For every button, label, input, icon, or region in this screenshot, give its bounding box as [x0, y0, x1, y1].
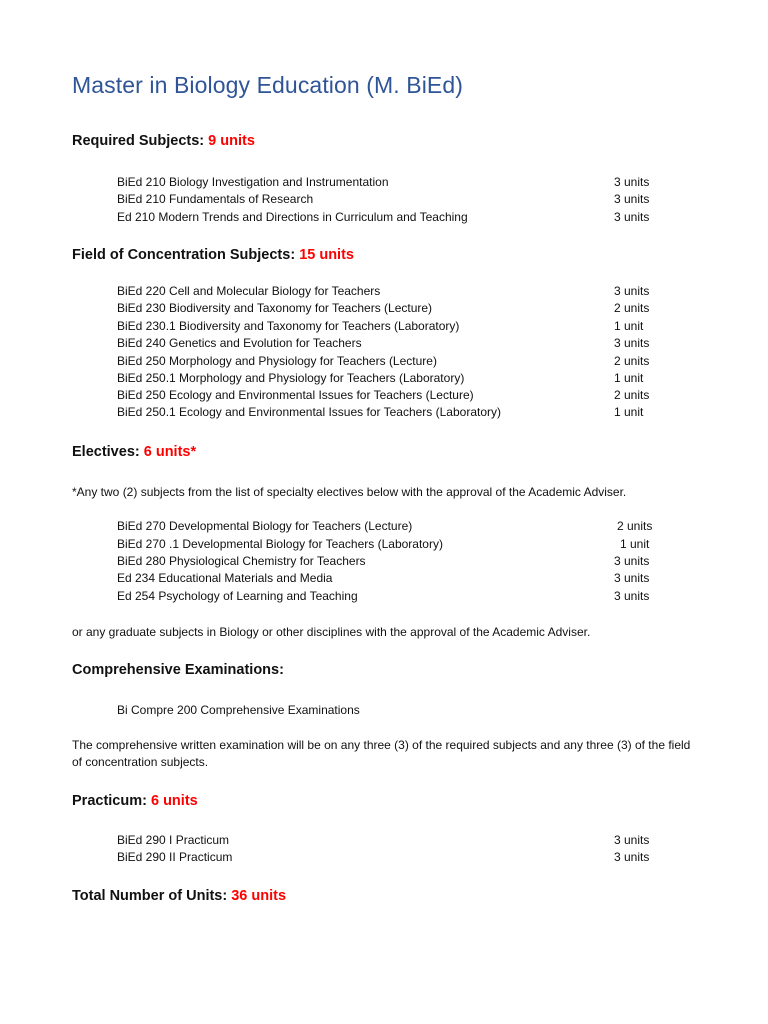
- course-row: [117, 589, 677, 606]
- course-name: BiEd 270 .1 Developmental Biology for Teachers (Laboratory): [117, 537, 443, 551]
- course-row: [117, 405, 677, 422]
- course-row: [117, 301, 677, 318]
- electives-heading: [72, 444, 196, 460]
- course-units: 1 unit: [620, 537, 650, 551]
- course-name: BiEd 290 I Practicum: [117, 833, 230, 847]
- course-name: BiEd 290 II Practicum: [117, 850, 233, 864]
- course-name: Ed 254 Psychology of Learning and Teaching: [117, 589, 358, 603]
- course-row: [117, 319, 677, 336]
- course-row: [117, 175, 677, 192]
- course-units: 1 unit: [614, 405, 644, 419]
- course-row: [117, 850, 677, 867]
- electives-units: 6 units*: [143, 444, 197, 460]
- course-row: [117, 554, 677, 571]
- course-name: BiEd 280 Physiological Chemistry for Teachers: [117, 554, 366, 568]
- course-name: BiEd 210 Biology Investigation and Instrumentation: [117, 175, 389, 189]
- course-name: Bi Compre 200 Comprehensive Examinations: [117, 703, 360, 717]
- course-row: [117, 210, 677, 227]
- course-row: [117, 192, 677, 209]
- electives-label: Electives:: [72, 444, 144, 460]
- course-units: 1 unit: [614, 319, 644, 333]
- course-name: BiEd 250.1 Morphology and Physiology for Teachers (Laboratory): [117, 371, 465, 385]
- course-name: BiEd 270 Developmental Biology for Teachers (Lecture): [117, 519, 413, 533]
- course-units: 3 units: [614, 571, 650, 585]
- course-name: BiEd 250 Ecology and Environmental Issues for Teachers (Lecture): [117, 388, 474, 402]
- course-units: 3 units: [614, 554, 650, 568]
- comprehensive-heading: Comprehensive Examinations:: [72, 662, 284, 678]
- electives-footer: or any graduate subjects in Biology or other disciplines with the approval of the Academic Adviser.: [72, 625, 591, 639]
- course-name: BiEd 250 Morphology and Physiology for Teachers (Lecture): [117, 354, 437, 368]
- course-name: BiEd 240 Genetics and Evolution for Teachers: [117, 336, 362, 350]
- course-units: 2 units: [617, 519, 653, 533]
- course-name: BiEd 220 Cell and Molecular Biology for Teachers: [117, 284, 381, 298]
- course-units: 2 units: [614, 388, 650, 402]
- course-units: 3 units: [614, 192, 650, 206]
- electives-note: *Any two (2) subjects from the list of specialty electives below with the approval of the Academic Adviser.: [72, 485, 627, 499]
- concentration-units: 15 units: [299, 247, 354, 263]
- course-row: [117, 284, 677, 301]
- course-name: Ed 234 Educational Materials and Media: [117, 571, 333, 585]
- course-units: 3 units: [614, 175, 650, 189]
- comprehensive-note: The comprehensive written examination will be on any three (3) of the required subjects and any three (3) of the field of concentration subjects.: [72, 738, 691, 769]
- course-units: 3 units: [614, 850, 650, 864]
- course-row: [117, 703, 677, 720]
- course-name: BiEd 210 Fundamentals of Research: [117, 192, 314, 206]
- total-units-heading: [72, 888, 286, 904]
- required-subjects-heading: [72, 133, 255, 149]
- course-row: [117, 388, 677, 405]
- course-name: BiEd 230 Biodiversity and Taxonomy for Teachers (Lecture): [117, 301, 433, 315]
- course-units: 3 units: [614, 833, 650, 847]
- course-row: [117, 833, 677, 850]
- course-units: 3 units: [614, 284, 650, 298]
- concentration-label: Field of Concentration Subjects:: [72, 247, 300, 263]
- total-units-value: 36 units: [231, 888, 287, 904]
- required-subjects-units: 9 units: [208, 133, 255, 149]
- course-units: 2 units: [614, 301, 650, 315]
- course-row: [117, 336, 677, 353]
- course-row: [117, 354, 677, 371]
- course-row: [117, 519, 677, 536]
- course-units: 3 units: [614, 589, 650, 603]
- course-units: 1 unit: [614, 371, 644, 385]
- course-name: BiEd 250.1 Ecology and Environmental Issues for Teachers (Laboratory): [117, 405, 501, 419]
- course-row: [117, 537, 677, 554]
- course-row: [117, 571, 677, 588]
- course-units: 3 units: [614, 336, 650, 350]
- course-name: Ed 210 Modern Trends and Directions in Curriculum and Teaching: [117, 210, 468, 224]
- concentration-heading: [72, 247, 354, 263]
- total-units-label: Total Number of Units:: [72, 888, 232, 904]
- practicum-units: 6 units: [150, 793, 198, 809]
- course-units: 3 units: [614, 210, 650, 224]
- practicum-heading: [72, 793, 198, 809]
- practicum-label: Practicum:: [72, 793, 151, 809]
- course-units: 2 units: [614, 354, 650, 368]
- course-name: BiEd 230.1 Biodiversity and Taxonomy for Teachers (Laboratory): [117, 319, 460, 333]
- page-title: Master in Biology Education (M. BiEd): [72, 72, 464, 98]
- required-subjects-label: Required Subjects:: [72, 133, 209, 149]
- course-row: [117, 371, 677, 388]
